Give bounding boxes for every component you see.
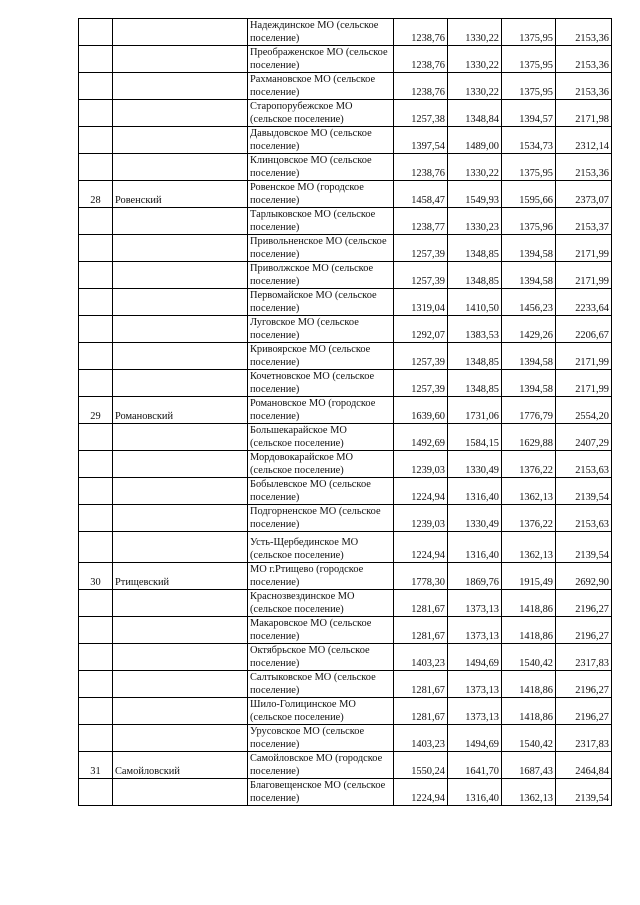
table-row (79, 343, 612, 370)
value-cell-3: 1362,13 (502, 779, 556, 806)
value-cell-2: 1373,13 (448, 617, 502, 644)
table-row (79, 46, 612, 73)
municipality-cell: Приволжское МО (сельское поселение) (248, 262, 394, 289)
district-cell (113, 46, 248, 73)
value-cell-2: 1373,13 (448, 698, 502, 725)
value-cell-1: 1238,76 (394, 19, 448, 46)
value-cell-4: 2373,07 (556, 181, 612, 208)
municipality-cell: Благовещенское МО (сельское поселение) (248, 779, 394, 806)
district-cell (113, 235, 248, 262)
table-row (79, 478, 612, 505)
value-cell-1: 1281,67 (394, 698, 448, 725)
table-row (79, 127, 612, 154)
row-number-cell (79, 262, 113, 289)
district-cell: Ртищевский (113, 563, 248, 590)
value-cell-1: 1403,23 (394, 644, 448, 671)
value-cell-3: 1394,57 (502, 100, 556, 127)
district-cell (113, 316, 248, 343)
table-row (79, 100, 612, 127)
row-number-cell (79, 644, 113, 671)
value-cell-3: 1376,22 (502, 505, 556, 532)
value-cell-4: 2312,14 (556, 127, 612, 154)
value-cell-1: 1492,69 (394, 424, 448, 451)
district-cell (113, 424, 248, 451)
municipality-cell: Тарлыковское МО (сельское поселение) (248, 208, 394, 235)
value-cell-4: 2153,63 (556, 451, 612, 478)
district-cell (113, 154, 248, 181)
value-cell-2: 1869,76 (448, 563, 502, 590)
value-cell-4: 2139,54 (556, 532, 612, 563)
value-cell-1: 1224,94 (394, 532, 448, 563)
district-cell (113, 19, 248, 46)
value-cell-4: 2206,67 (556, 316, 612, 343)
value-cell-2: 1348,85 (448, 343, 502, 370)
value-cell-3: 1418,86 (502, 698, 556, 725)
table-row (79, 563, 612, 590)
municipality-cell: Давыдовское МО (сельское поселение) (248, 127, 394, 154)
table-row (79, 262, 612, 289)
district-cell (113, 451, 248, 478)
district-cell (113, 505, 248, 532)
municipality-cell: Надеждинское МО (сельское поселение) (248, 19, 394, 46)
row-number-cell (79, 73, 113, 100)
row-number-cell (79, 478, 113, 505)
value-cell-4: 2171,99 (556, 370, 612, 397)
value-cell-1: 1238,76 (394, 154, 448, 181)
value-cell-2: 1494,69 (448, 644, 502, 671)
value-cell-1: 1257,39 (394, 262, 448, 289)
municipality-cell: Урусовское МО (сельское поселение) (248, 725, 394, 752)
value-cell-2: 1330,22 (448, 154, 502, 181)
row-number-cell: 30 (79, 563, 113, 590)
table-row (79, 617, 612, 644)
row-number-cell (79, 316, 113, 343)
value-cell-2: 1330,23 (448, 208, 502, 235)
value-cell-4: 2153,36 (556, 46, 612, 73)
district-cell (113, 100, 248, 127)
table-row (79, 316, 612, 343)
row-number-cell (79, 505, 113, 532)
table-row (79, 779, 612, 806)
district-cell (113, 127, 248, 154)
value-cell-3: 1375,95 (502, 154, 556, 181)
municipality-cell: Клинцовское МО (сельское поселение) (248, 154, 394, 181)
municipality-cell: Краснозвездинское МО (сельское поселение) (248, 590, 394, 617)
row-number-cell (79, 289, 113, 316)
value-cell-2: 1316,40 (448, 532, 502, 563)
value-cell-3: 1540,42 (502, 725, 556, 752)
row-number-cell: 29 (79, 397, 113, 424)
value-cell-4: 2554,20 (556, 397, 612, 424)
value-cell-4: 2171,99 (556, 262, 612, 289)
row-number-cell (79, 370, 113, 397)
table-row (79, 451, 612, 478)
value-cell-1: 1550,24 (394, 752, 448, 779)
row-number-cell (79, 235, 113, 262)
row-number-cell: 31 (79, 752, 113, 779)
value-cell-4: 2464,84 (556, 752, 612, 779)
value-cell-3: 1394,58 (502, 343, 556, 370)
value-cell-2: 1348,84 (448, 100, 502, 127)
value-cell-2: 1330,22 (448, 46, 502, 73)
municipality-cell: Самойловское МО (городское поселение) (248, 752, 394, 779)
value-cell-1: 1257,39 (394, 343, 448, 370)
value-cell-4: 2171,99 (556, 343, 612, 370)
value-cell-3: 1394,58 (502, 262, 556, 289)
district-cell (113, 617, 248, 644)
municipality-cell: Рахмановское МО (сельское поселение) (248, 73, 394, 100)
table-row (79, 73, 612, 100)
municipality-cell: Салтыковское МО (сельское поселение) (248, 671, 394, 698)
value-cell-2: 1330,49 (448, 505, 502, 532)
value-cell-3: 1629,88 (502, 424, 556, 451)
municipality-cell: Романовское МО (городское поселение) (248, 397, 394, 424)
value-cell-3: 1394,58 (502, 235, 556, 262)
table-row (79, 235, 612, 262)
table-row (79, 19, 612, 46)
table-row (79, 725, 612, 752)
value-cell-4: 2153,36 (556, 154, 612, 181)
value-cell-4: 2196,27 (556, 617, 612, 644)
table-row (79, 181, 612, 208)
value-cell-1: 1238,77 (394, 208, 448, 235)
district-cell: Романовский (113, 397, 248, 424)
value-cell-4: 2317,83 (556, 725, 612, 752)
value-cell-4: 2139,54 (556, 478, 612, 505)
value-cell-3: 1375,95 (502, 46, 556, 73)
value-cell-2: 1348,85 (448, 235, 502, 262)
municipality-cell: Макаровское МО (сельское поселение) (248, 617, 394, 644)
value-cell-3: 1595,66 (502, 181, 556, 208)
value-cell-1: 1224,94 (394, 779, 448, 806)
value-cell-3: 1376,22 (502, 451, 556, 478)
value-cell-3: 1362,13 (502, 478, 556, 505)
district-cell (113, 779, 248, 806)
value-cell-3: 1776,79 (502, 397, 556, 424)
value-cell-1: 1257,38 (394, 100, 448, 127)
row-number-cell (79, 451, 113, 478)
value-cell-4: 2233,64 (556, 289, 612, 316)
value-cell-2: 1731,06 (448, 397, 502, 424)
municipality-cell: Шило-Голицинское МО (сельское поселение) (248, 698, 394, 725)
district-cell (113, 671, 248, 698)
district-cell (113, 370, 248, 397)
municipality-cell: Мордовокарайское МО (сельское поселение) (248, 451, 394, 478)
value-cell-3: 1915,49 (502, 563, 556, 590)
value-cell-2: 1330,49 (448, 451, 502, 478)
value-cell-3: 1375,95 (502, 73, 556, 100)
row-number-cell (79, 671, 113, 698)
value-cell-4: 2171,99 (556, 235, 612, 262)
value-cell-2: 1316,40 (448, 478, 502, 505)
value-cell-2: 1549,93 (448, 181, 502, 208)
value-cell-2: 1348,85 (448, 370, 502, 397)
table-row (79, 698, 612, 725)
district-cell (113, 644, 248, 671)
value-cell-2: 1489,00 (448, 127, 502, 154)
municipality-cell: Подгорненское МО (сельское поселение) (248, 505, 394, 532)
value-cell-2: 1584,15 (448, 424, 502, 451)
row-number-cell (79, 532, 113, 563)
value-cell-4: 2153,36 (556, 73, 612, 100)
table-row (79, 154, 612, 181)
value-cell-3: 1429,26 (502, 316, 556, 343)
value-cell-2: 1373,13 (448, 590, 502, 617)
table-row (79, 370, 612, 397)
value-cell-1: 1224,94 (394, 478, 448, 505)
value-cell-4: 2692,90 (556, 563, 612, 590)
district-cell (113, 262, 248, 289)
table-row (79, 671, 612, 698)
value-cell-3: 1394,58 (502, 370, 556, 397)
value-cell-3: 1375,96 (502, 208, 556, 235)
municipality-cell: Старопорубежское МО (сельское поселение) (248, 100, 394, 127)
district-cell (113, 478, 248, 505)
table-row (79, 644, 612, 671)
value-cell-2: 1383,53 (448, 316, 502, 343)
municipality-cell: Луговское МО (сельское поселение) (248, 316, 394, 343)
municipality-cell: Ровенское МО (городское поселение) (248, 181, 394, 208)
value-cell-2: 1330,22 (448, 73, 502, 100)
value-cell-4: 2171,98 (556, 100, 612, 127)
district-cell: Самойловский (113, 752, 248, 779)
row-number-cell (79, 127, 113, 154)
municipality-cell: Привольненское МО (сельское поселение) (248, 235, 394, 262)
value-cell-1: 1639,60 (394, 397, 448, 424)
municipality-cell: Кочетновское МО (сельское поселение) (248, 370, 394, 397)
row-number-cell (79, 46, 113, 73)
value-cell-4: 2139,54 (556, 779, 612, 806)
district-cell (113, 590, 248, 617)
value-cell-3: 1456,23 (502, 289, 556, 316)
tariff-table (78, 18, 612, 806)
value-cell-1: 1257,39 (394, 370, 448, 397)
value-cell-1: 1292,07 (394, 316, 448, 343)
value-cell-1: 1238,76 (394, 46, 448, 73)
row-number-cell (79, 154, 113, 181)
value-cell-4: 2196,27 (556, 671, 612, 698)
value-cell-1: 1281,67 (394, 617, 448, 644)
value-cell-1: 1403,23 (394, 725, 448, 752)
value-cell-3: 1418,86 (502, 671, 556, 698)
row-number-cell (79, 343, 113, 370)
table-row (79, 289, 612, 316)
value-cell-1: 1778,30 (394, 563, 448, 590)
municipality-cell: МО г.Ртищево (городское поселение) (248, 563, 394, 590)
municipality-cell: Кривоярское МО (сельское поселение) (248, 343, 394, 370)
value-cell-4: 2153,37 (556, 208, 612, 235)
district-cell (113, 208, 248, 235)
row-number-cell (79, 779, 113, 806)
table-row (79, 752, 612, 779)
value-cell-2: 1641,70 (448, 752, 502, 779)
table-row (79, 505, 612, 532)
value-cell-4: 2196,27 (556, 590, 612, 617)
value-cell-2: 1316,40 (448, 779, 502, 806)
municipality-cell: Бобылевское МО (сельское поселение) (248, 478, 394, 505)
value-cell-2: 1494,69 (448, 725, 502, 752)
municipality-cell: Преображенское МО (сельское поселение) (248, 46, 394, 73)
value-cell-1: 1239,03 (394, 451, 448, 478)
value-cell-2: 1330,22 (448, 19, 502, 46)
value-cell-4: 2153,36 (556, 19, 612, 46)
value-cell-1: 1238,76 (394, 73, 448, 100)
table-row (79, 532, 612, 563)
table-row (79, 590, 612, 617)
value-cell-1: 1397,54 (394, 127, 448, 154)
value-cell-3: 1687,43 (502, 752, 556, 779)
value-cell-4: 2407,29 (556, 424, 612, 451)
municipality-cell: Усть-Щербединское МО (сельское поселение) (248, 532, 394, 563)
row-number-cell (79, 698, 113, 725)
table-row (79, 208, 612, 235)
value-cell-1: 1281,67 (394, 671, 448, 698)
row-number-cell (79, 424, 113, 451)
row-number-cell (79, 617, 113, 644)
value-cell-2: 1348,85 (448, 262, 502, 289)
row-number-cell (79, 208, 113, 235)
value-cell-4: 2196,27 (556, 698, 612, 725)
row-number-cell (79, 19, 113, 46)
value-cell-3: 1540,42 (502, 644, 556, 671)
table-body (79, 19, 612, 806)
district-cell (113, 698, 248, 725)
row-number-cell (79, 100, 113, 127)
value-cell-1: 1239,03 (394, 505, 448, 532)
district-cell: Ровенский (113, 181, 248, 208)
district-cell (113, 725, 248, 752)
value-cell-3: 1418,86 (502, 617, 556, 644)
value-cell-4: 2153,63 (556, 505, 612, 532)
district-cell (113, 343, 248, 370)
municipality-cell: Большекарайское МО (сельское поселение) (248, 424, 394, 451)
value-cell-3: 1362,13 (502, 532, 556, 563)
value-cell-1: 1257,39 (394, 235, 448, 262)
district-cell (113, 289, 248, 316)
table-row (79, 397, 612, 424)
value-cell-3: 1534,73 (502, 127, 556, 154)
value-cell-3: 1375,95 (502, 19, 556, 46)
value-cell-4: 2317,83 (556, 644, 612, 671)
value-cell-1: 1458,47 (394, 181, 448, 208)
municipality-cell: Октябрьское МО (сельское поселение) (248, 644, 394, 671)
table-row (79, 424, 612, 451)
district-cell (113, 532, 248, 563)
municipality-cell: Первомайское МО (сельское поселение) (248, 289, 394, 316)
value-cell-3: 1418,86 (502, 590, 556, 617)
row-number-cell: 28 (79, 181, 113, 208)
value-cell-2: 1410,50 (448, 289, 502, 316)
value-cell-1: 1281,67 (394, 590, 448, 617)
value-cell-1: 1319,04 (394, 289, 448, 316)
district-cell (113, 73, 248, 100)
row-number-cell (79, 725, 113, 752)
row-number-cell (79, 590, 113, 617)
value-cell-2: 1373,13 (448, 671, 502, 698)
